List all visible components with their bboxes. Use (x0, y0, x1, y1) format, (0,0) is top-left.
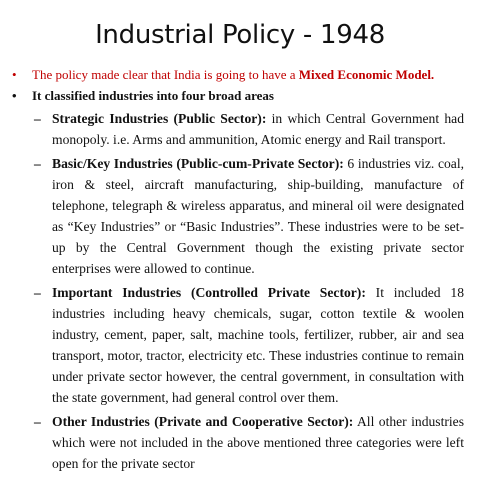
subpoint-body: It included 18 industries including heavy chemicals, sugar, cotton textile & woolen industry, cement, paper, salt, machine tools, fertilizer, rubber, air and sea transport, motor, tractor, electricity etc. These industries continue to remain under private sector however, the central government, in consultation with the state government, had general control over them. (52, 285, 464, 405)
bullet-point-classification (0, 87, 480, 104)
subpoint-strategic-industries (0, 108, 480, 150)
subpoint-heading: Strategic Industries (Public Sector): (52, 111, 267, 126)
bullet-emphasis: Mixed Economic Model. (298, 67, 435, 82)
subpoint-body: All other industries which were not included in the above mentioned three categories were left open for the private sector (52, 414, 465, 471)
subpoint-heading: Other Industries (Private and Cooperative Sector): (52, 414, 354, 429)
subpoint-heading: Basic/Key Industries (Public-cum-Private Sector): (52, 156, 344, 171)
bullet-point-mixed-economy (0, 66, 480, 83)
dash-marker: – (34, 285, 41, 300)
subpoint-body: in which Central Government had monopoly. i.e. Arms and ammunition, Atomic energy and Rail transport. (52, 111, 465, 147)
dash-marker: – (34, 414, 41, 429)
bullet-list (0, 66, 480, 477)
bullet-icon: • (12, 88, 17, 103)
dash-marker: – (34, 111, 41, 126)
subpoint-heading: Important Industries (Controlled Private Sector): (52, 285, 366, 300)
bullet-text: It classified industries into four broad areas (32, 88, 274, 103)
subpoint-important-industries (0, 282, 480, 408)
subpoint-basic-key-industries (0, 153, 480, 279)
subpoint-other-industries (0, 411, 480, 474)
subpoint-body: 6 industries viz. coal, iron & steel, aircraft manufacturing, ship-building, manufacture of telephone, telegraph & wireless apparatus, and mineral oil were designated as “Key Industries” or “Basic Industries”. These industries were to be set-up by the Central Government though the existing private sector enterprises were allowed to continue. (52, 156, 464, 276)
sub-list (0, 108, 480, 474)
bullet-text: The policy made clear that India is going to have a (32, 67, 299, 82)
dash-marker: – (34, 156, 41, 171)
bullet-icon: • (12, 67, 17, 82)
slide-title: Industrial Policy - 1948 (95, 20, 385, 50)
